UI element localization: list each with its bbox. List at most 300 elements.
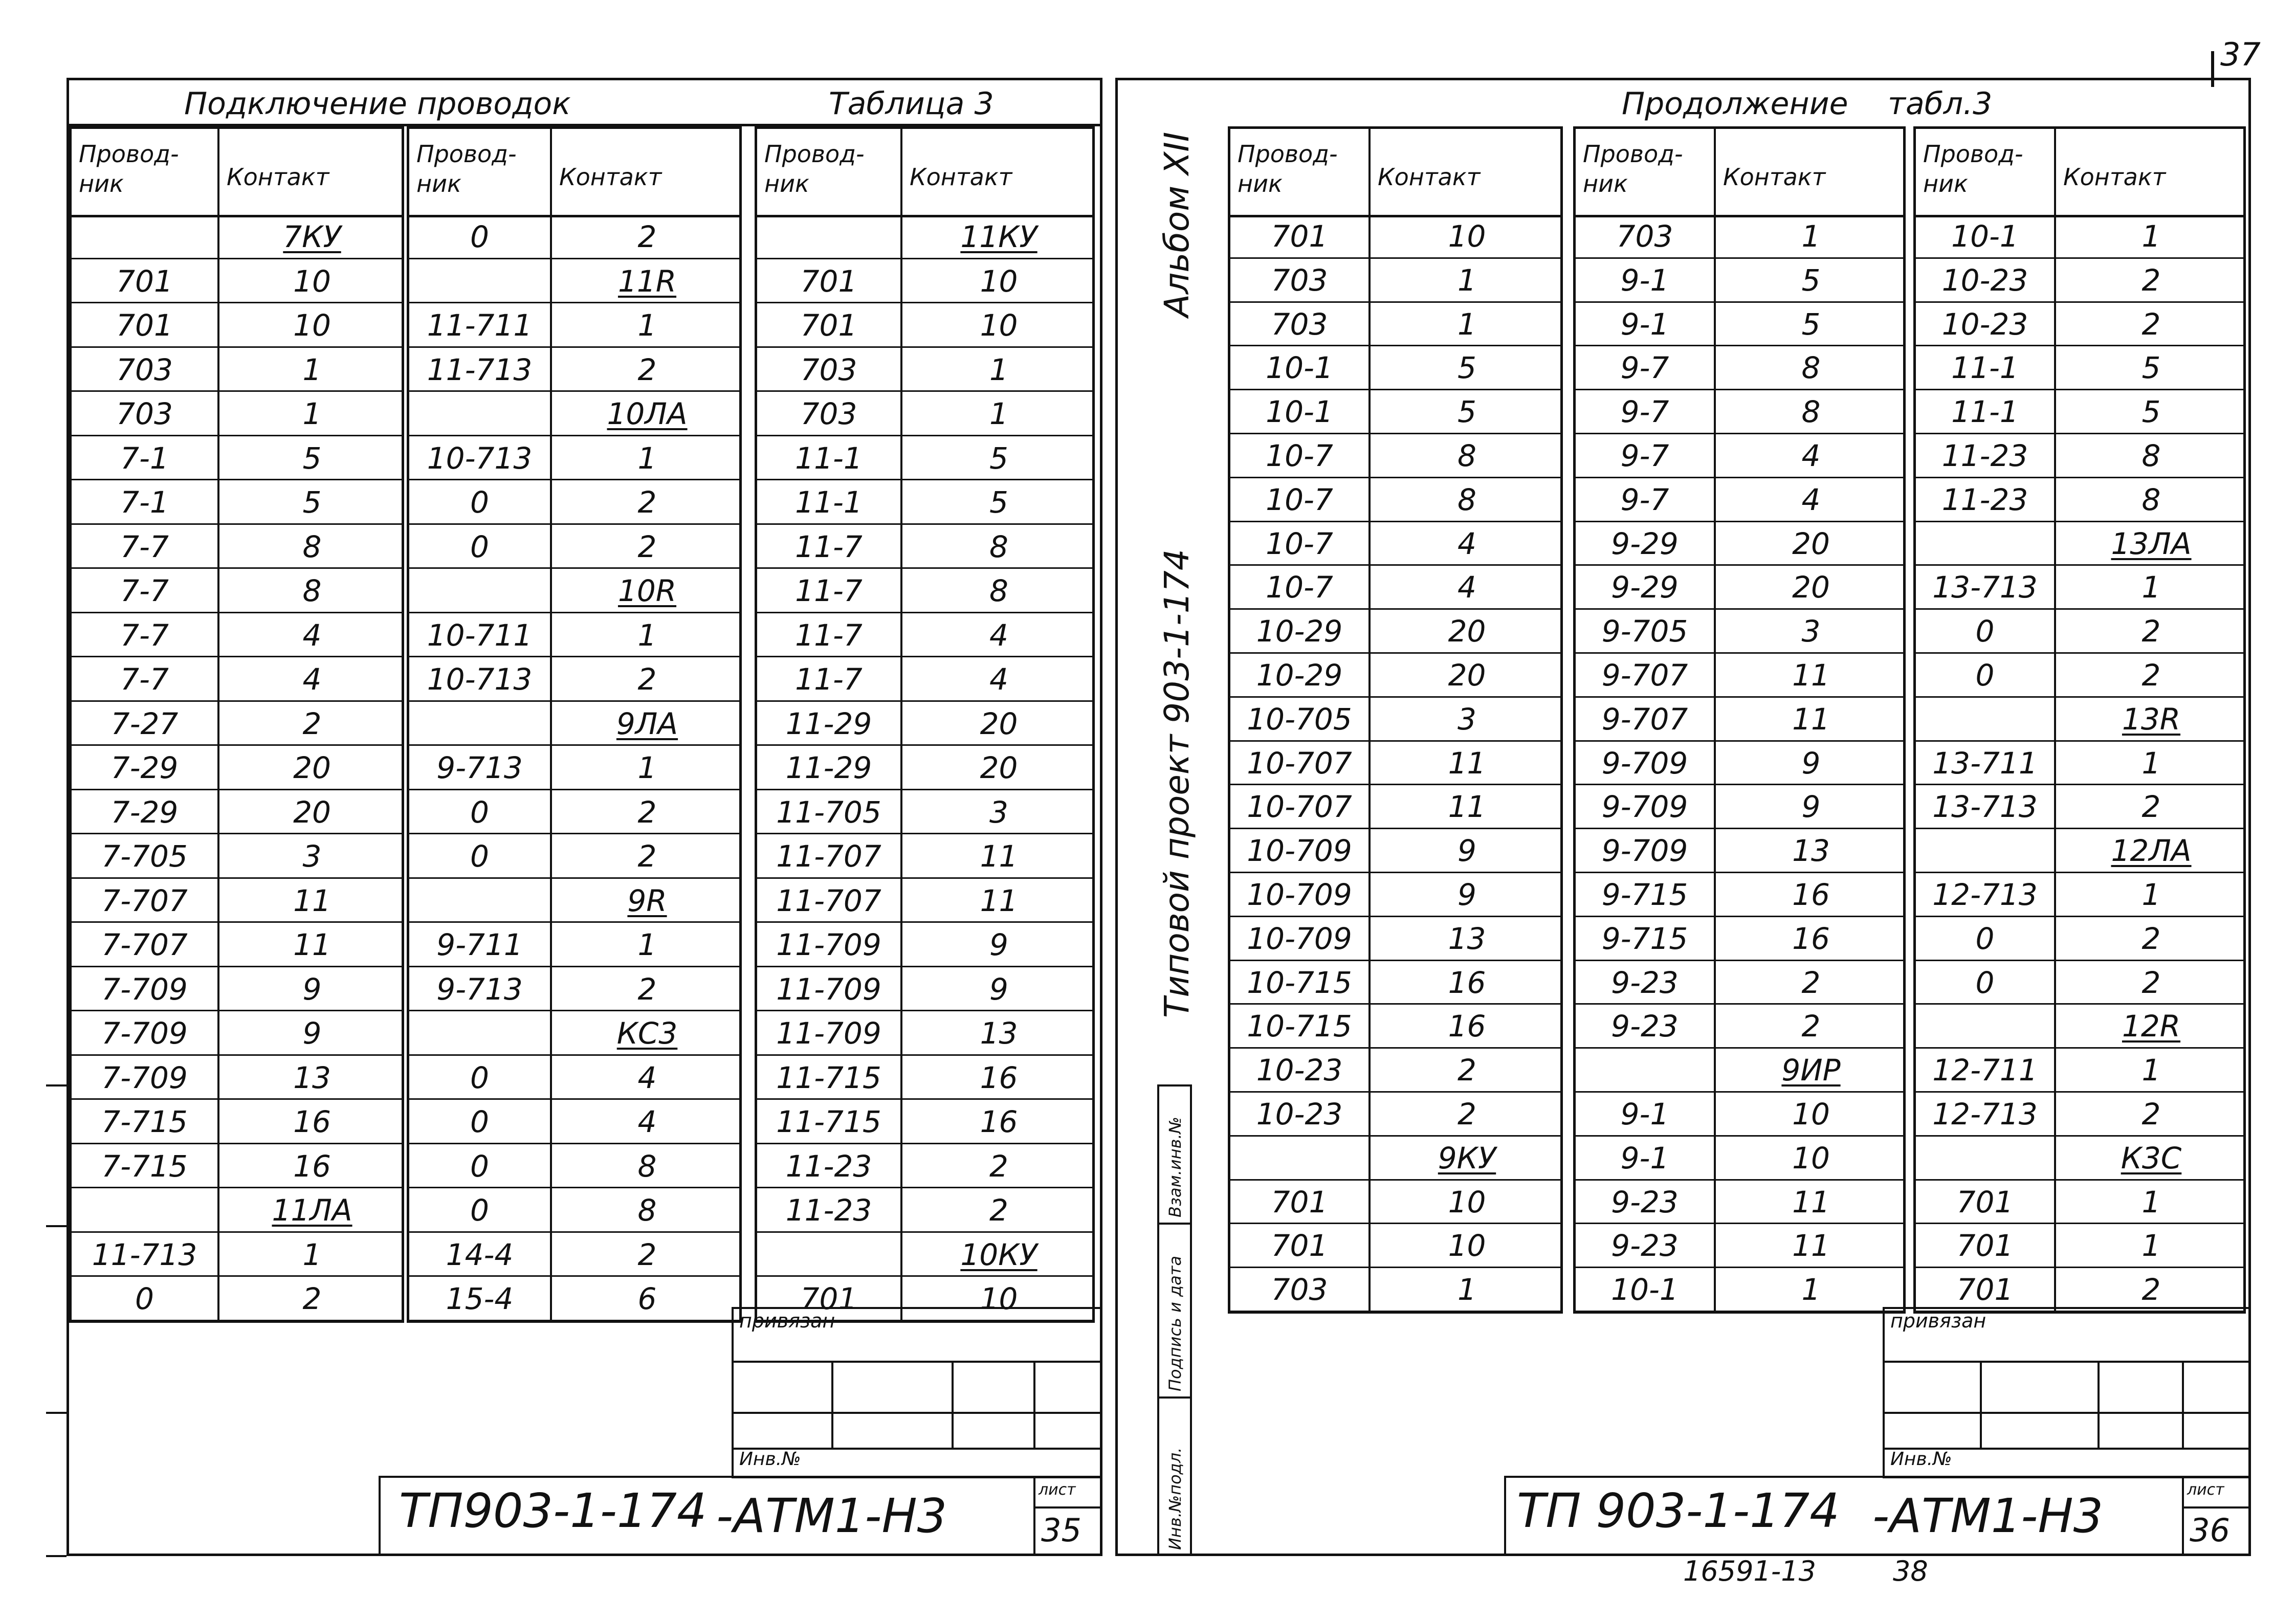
table-row — [1916, 1137, 2243, 1181]
right-sheet-label: лист — [2187, 1481, 2224, 1499]
table-row — [1230, 1049, 1560, 1093]
contact-cell: 2 — [1458, 1097, 1476, 1132]
contact-cell: 1 — [2142, 1228, 2161, 1263]
contact-cell: 16 — [1792, 877, 1830, 912]
contact-cell: 3 — [1458, 701, 1476, 737]
table-header — [757, 129, 1092, 217]
table-row — [1916, 917, 2243, 961]
contact-cell: 2 — [2142, 1272, 2161, 1307]
wire-cell: 10-715 — [1247, 1009, 1352, 1044]
table-header — [72, 129, 402, 217]
wire-cell: 9-709 — [1601, 789, 1688, 825]
left-sheet-number: 35 — [1041, 1512, 1081, 1549]
contact-cell: 11 — [1792, 701, 1830, 737]
table-row — [1916, 654, 2243, 698]
device-heading-cell: 7КУ — [283, 219, 341, 254]
wire-cell: 703 — [1271, 306, 1328, 342]
table-row — [409, 348, 739, 392]
contact-cell: 13 — [1792, 833, 1830, 869]
table-row — [1230, 434, 1560, 478]
contact-cell: 6 — [637, 1281, 657, 1316]
wire-cell: 701 — [1271, 219, 1328, 254]
table-row — [757, 215, 1092, 259]
wire-cell: 10-29 — [1256, 658, 1343, 693]
table-row — [757, 259, 1092, 304]
table-row — [1576, 215, 1903, 259]
contact-cell: 1 — [302, 1237, 322, 1272]
contact-cell: 13 — [980, 1016, 1018, 1051]
contact-cell: 13 — [293, 1060, 331, 1095]
table-row — [72, 967, 402, 1012]
contact-cell: 11 — [980, 839, 1018, 874]
table-row — [1576, 829, 1903, 873]
table-row — [409, 303, 739, 348]
left-connection-table-2 — [407, 126, 742, 1323]
left-connection-table-3 — [755, 126, 1095, 1323]
left-inventory-label: Инв.№ — [739, 1449, 801, 1470]
right-binding-rule — [1883, 1361, 2251, 1363]
contact-cell: 11 — [1792, 1184, 1830, 1219]
contact-cell: 9 — [1458, 833, 1476, 869]
wire-cell: 11-713 — [427, 352, 533, 387]
table-row — [1916, 259, 2243, 303]
contact-cell: 2 — [302, 1281, 322, 1316]
table-row — [757, 1011, 1092, 1056]
contact-cell: 2 — [2142, 262, 2161, 298]
contact-cell: 11 — [293, 927, 331, 962]
table-row — [757, 1233, 1092, 1277]
table-row — [1230, 215, 1560, 259]
wire-cell: 13-711 — [1932, 745, 2038, 781]
table-row — [1576, 522, 1903, 566]
right-table-title: Продолжение — [1622, 86, 1848, 122]
table-row — [72, 303, 402, 348]
contact-cell: 20 — [980, 706, 1018, 741]
table-header — [409, 129, 739, 217]
wire-cell: 11-1 — [795, 440, 863, 476]
contact-cell: 16 — [293, 1148, 331, 1184]
wire-cell: 10-7 — [1266, 526, 1333, 561]
contact-cell: 9 — [1801, 745, 1821, 781]
device-heading-cell: 13R — [2122, 701, 2181, 737]
contact-cell: 10 — [980, 263, 1018, 299]
table-row — [1230, 1005, 1560, 1049]
contact-cell: 10 — [1792, 1140, 1830, 1176]
table-row — [1576, 566, 1903, 610]
wire-cell: 9-1 — [1620, 1140, 1669, 1176]
approval-stamp-divider — [1157, 1396, 1192, 1399]
table-row — [72, 1277, 402, 1321]
wire-cell: 701 — [800, 263, 857, 299]
wire-cell: 9-705 — [1601, 614, 1688, 649]
contact-cell: 2 — [302, 706, 322, 741]
wire-cell: 0 — [1975, 658, 1995, 693]
table-row — [1916, 215, 2243, 259]
wire-cell: 9-29 — [1611, 526, 1679, 561]
device-heading-cell: К3С — [2121, 1140, 2182, 1176]
contact-cell: 10 — [1448, 1184, 1486, 1219]
table-row — [757, 923, 1092, 967]
contact-cell: 10 — [980, 308, 1018, 343]
device-heading-cell: 13ЛА — [2111, 526, 2192, 561]
contact-cell: 4 — [989, 662, 1008, 697]
table-row — [72, 1233, 402, 1277]
contact-cell: 5 — [2142, 394, 2161, 430]
contact-cell: 2 — [637, 839, 657, 874]
stamp-label-signature: Подпись и дата — [1165, 1255, 1185, 1391]
table-row — [409, 480, 739, 525]
table-row — [409, 1011, 739, 1056]
project-label: Типовой проект 903-1-174 — [1157, 549, 1197, 1018]
archive-page: 38 — [1893, 1555, 1928, 1587]
table-row — [409, 215, 739, 259]
contact-cell: 1 — [989, 396, 1008, 431]
table-row — [757, 879, 1092, 923]
wire-cell: 0 — [470, 219, 489, 254]
left-sheet-no-divider — [1033, 1476, 1035, 1556]
contact-cell: 8 — [989, 529, 1008, 564]
wire-cell: 0 — [470, 529, 489, 564]
contact-cell: 11 — [1792, 1228, 1830, 1263]
wire-cell: 0 — [470, 1060, 489, 1095]
wire-cell: 10-715 — [1247, 965, 1352, 1000]
table-row — [72, 1188, 402, 1233]
table-row — [72, 657, 402, 702]
table-row — [409, 613, 739, 658]
wire-cell: 701 — [1271, 1184, 1328, 1219]
wire-cell: 10-707 — [1247, 745, 1352, 781]
column-header-contact: Контакт — [910, 163, 1012, 191]
table-row — [757, 436, 1092, 481]
contact-cell: 13 — [1448, 921, 1486, 956]
wire-cell: 13-713 — [1932, 570, 2038, 605]
table-row — [1916, 1005, 2243, 1049]
wire-cell: 7-7 — [120, 662, 169, 697]
right-document-suffix: -АТМ1-Н3 — [1872, 1489, 2104, 1543]
contact-cell: 9 — [989, 927, 1008, 962]
contact-cell: 3 — [302, 839, 322, 874]
contact-cell: 1 — [302, 352, 322, 387]
contact-cell: 16 — [1448, 965, 1486, 1000]
wire-cell: 7-715 — [101, 1104, 188, 1139]
table-row — [72, 1100, 402, 1144]
contact-cell: 2 — [637, 352, 657, 387]
contact-cell: 8 — [1458, 482, 1476, 517]
wire-cell: 10-713 — [427, 662, 533, 697]
contact-cell: 1 — [1801, 1272, 1821, 1307]
table-row — [1576, 303, 1903, 347]
table-row — [1916, 390, 2243, 434]
table-row — [1916, 346, 2243, 390]
table-row — [757, 790, 1092, 835]
wire-cell: 11-711 — [427, 308, 533, 343]
contact-cell: 11 — [1448, 745, 1486, 781]
table-row — [1576, 478, 1903, 522]
left-binding-divider — [952, 1361, 954, 1448]
table-row — [1576, 654, 1903, 698]
table-row — [1576, 1224, 1903, 1268]
contact-cell: 10 — [1792, 1097, 1830, 1132]
left-connection-table-1 — [69, 126, 404, 1323]
left-table-title: Подключение проводок — [184, 86, 571, 122]
wire-cell: 703 — [1271, 262, 1328, 298]
table-row — [1230, 1224, 1560, 1268]
contact-cell: 8 — [1801, 394, 1821, 430]
wire-cell: 9-1 — [1620, 306, 1669, 342]
right-binding-label: привязан — [1890, 1310, 1986, 1332]
table-row — [72, 1144, 402, 1189]
table-row — [72, 480, 402, 525]
table-row — [72, 348, 402, 392]
contact-cell: 5 — [1458, 394, 1476, 430]
contact-cell: 9 — [302, 1016, 322, 1051]
wire-cell: 0 — [470, 839, 489, 874]
table-row — [409, 436, 739, 481]
table-row — [757, 746, 1092, 790]
contact-cell: 5 — [2142, 350, 2161, 386]
wire-cell: 11-23 — [1941, 438, 2028, 473]
table-row — [1230, 873, 1560, 917]
table-row — [1230, 1181, 1560, 1225]
contact-cell: 10 — [1448, 1228, 1486, 1263]
wire-cell: 11-707 — [776, 883, 881, 918]
table-row — [1230, 390, 1560, 434]
table-row — [1916, 1224, 2243, 1268]
column-header-wire: Провод- ник — [1583, 140, 1683, 197]
left-binding-divider — [1033, 1361, 1035, 1448]
contact-cell: 5 — [1458, 350, 1476, 386]
table-row — [72, 525, 402, 569]
contact-cell: 2 — [637, 219, 657, 254]
right-inventory-label: Инв.№ — [1890, 1449, 1952, 1470]
wire-cell: 701 — [116, 308, 173, 343]
table-row — [1230, 522, 1560, 566]
wire-cell: 11-715 — [776, 1060, 881, 1095]
wire-cell: 0 — [470, 1104, 489, 1139]
contact-cell: 10 — [293, 308, 331, 343]
wire-cell: 11-7 — [795, 662, 863, 697]
table-row — [409, 923, 739, 967]
table-row — [72, 834, 402, 879]
wire-cell: 10-29 — [1256, 614, 1343, 649]
wire-cell: 9-7 — [1620, 394, 1669, 430]
table-row — [757, 834, 1092, 879]
wire-cell: 11-1 — [795, 485, 863, 520]
wire-cell: 701 — [800, 308, 857, 343]
contact-cell: 3 — [1801, 614, 1821, 649]
margin-tick — [46, 1225, 67, 1227]
column-header-contact: Контакт — [1723, 163, 1826, 191]
contact-cell: 5 — [989, 485, 1008, 520]
table-row — [1576, 785, 1903, 829]
table-row — [409, 879, 739, 923]
wire-cell: 11-709 — [776, 1016, 881, 1051]
wire-cell: 9-7 — [1620, 438, 1669, 473]
contact-cell: 8 — [637, 1148, 657, 1184]
table-row — [757, 1056, 1092, 1100]
contact-cell: 2 — [989, 1148, 1008, 1184]
wire-cell: 9-709 — [1601, 833, 1688, 869]
wire-cell: 7-7 — [120, 573, 169, 608]
right-binding-divider — [2182, 1361, 2184, 1448]
wire-cell: 0 — [135, 1281, 154, 1316]
wire-cell: 10-7 — [1266, 438, 1333, 473]
device-heading-cell: 9ЛА — [616, 706, 678, 741]
wire-cell: 0 — [470, 794, 489, 830]
table-row — [1576, 259, 1903, 303]
table-row — [757, 1144, 1092, 1189]
wire-cell: 703 — [116, 352, 173, 387]
wire-cell: 11-29 — [785, 750, 872, 785]
wire-cell: 701 — [1271, 1228, 1328, 1263]
wire-cell: 7-707 — [101, 927, 188, 962]
contact-cell: 2 — [1801, 965, 1821, 1000]
wire-cell: 14-4 — [446, 1237, 514, 1272]
contact-cell: 2 — [637, 971, 657, 1007]
device-heading-cell: 12ЛА — [2111, 833, 2192, 869]
wire-cell: 11-29 — [785, 706, 872, 741]
left-sheet-label: лист — [1039, 1481, 1076, 1499]
wire-cell: 11-705 — [776, 794, 881, 830]
table-row — [1576, 1093, 1903, 1137]
wire-cell: 7-709 — [101, 971, 188, 1007]
wire-cell: 10-1 — [1266, 394, 1333, 430]
table-row — [1916, 1093, 2243, 1137]
table-row — [72, 746, 402, 790]
contact-cell: 8 — [637, 1193, 657, 1228]
table-row — [1230, 742, 1560, 786]
wire-cell: 11-7 — [795, 573, 863, 608]
contact-cell: 10 — [1448, 219, 1486, 254]
contact-cell: 9 — [989, 971, 1008, 1007]
contact-cell: 8 — [302, 529, 322, 564]
device-heading-cell: 11R — [617, 263, 677, 299]
wire-cell: 9-7 — [1620, 350, 1669, 386]
wire-cell: 11-23 — [785, 1193, 872, 1228]
wire-cell: 11-1 — [1951, 394, 2019, 430]
table-header — [1916, 129, 2243, 217]
table-row — [1916, 434, 2243, 478]
table-row — [1916, 742, 2243, 786]
right-document-code: ТП 903-1-174 — [1517, 1483, 1840, 1538]
table-row — [1576, 742, 1903, 786]
device-heading-cell: 12R — [2122, 1009, 2181, 1044]
wire-cell: 13-713 — [1932, 789, 2038, 825]
contact-cell: 4 — [302, 617, 322, 653]
contact-cell: 5 — [1801, 262, 1821, 298]
column-header-contact: Контакт — [559, 163, 662, 191]
right-binding-divider — [2098, 1361, 2100, 1448]
wire-cell: 9-23 — [1611, 1228, 1679, 1263]
table-row — [1576, 1181, 1903, 1225]
contact-cell: 2 — [637, 1237, 657, 1272]
table-row — [1576, 1005, 1903, 1049]
table-row — [1230, 610, 1560, 654]
table-row — [1230, 829, 1560, 873]
wire-cell: 11-707 — [776, 839, 881, 874]
right-table-label: табл.3 — [1888, 86, 1993, 122]
contact-cell: 3 — [989, 794, 1008, 830]
table-row — [1576, 698, 1903, 742]
contact-cell: 2 — [2142, 1097, 2161, 1132]
table-row — [72, 436, 402, 481]
right-connection-table-2 — [1573, 126, 1906, 1314]
contact-cell: 11 — [980, 883, 1018, 918]
contact-cell: 1 — [1458, 1272, 1476, 1307]
wire-cell: 10-23 — [1941, 306, 2028, 342]
contact-cell: 1 — [2142, 570, 2161, 605]
contact-cell: 16 — [1792, 921, 1830, 956]
column-header-wire: Провод- ник — [79, 140, 179, 197]
contact-cell: 1 — [637, 308, 657, 343]
contact-cell: 5 — [302, 485, 322, 520]
wire-cell: 9-1 — [1620, 1097, 1669, 1132]
table-row — [1230, 1137, 1560, 1181]
wire-cell: 701 — [1956, 1228, 2014, 1263]
wire-cell: 10-709 — [1247, 833, 1352, 869]
wire-cell: 11-715 — [776, 1104, 881, 1139]
wire-cell: 9-1 — [1620, 262, 1669, 298]
contact-cell: 20 — [293, 794, 331, 830]
contact-cell: 2 — [637, 485, 657, 520]
right-connection-table-3 — [1913, 126, 2246, 1314]
contact-cell: 4 — [989, 617, 1008, 653]
table-row — [1230, 698, 1560, 742]
table-row — [1576, 1049, 1903, 1093]
wire-cell: 10-1 — [1951, 219, 2019, 254]
table-row — [1576, 346, 1903, 390]
table-row — [757, 657, 1092, 702]
table-row — [1916, 1181, 2243, 1225]
contact-cell: 4 — [1801, 438, 1821, 473]
contact-cell: 1 — [989, 352, 1008, 387]
wire-cell: 10-713 — [427, 440, 533, 476]
table-row — [1230, 917, 1560, 961]
table-row — [409, 569, 739, 613]
table-row — [1576, 1137, 1903, 1181]
contact-cell: 4 — [302, 662, 322, 697]
wire-cell: 703 — [116, 396, 173, 431]
table-header — [1576, 129, 1903, 217]
wire-cell: 10-709 — [1247, 921, 1352, 956]
table-row — [72, 790, 402, 835]
contact-cell: 1 — [1801, 219, 1821, 254]
contact-cell: 20 — [1448, 658, 1486, 693]
table-row — [1230, 346, 1560, 390]
wire-cell: 0 — [1975, 614, 1995, 649]
contact-cell: 10 — [293, 263, 331, 299]
wire-cell: 12-713 — [1932, 1097, 2038, 1132]
contact-cell: 11 — [293, 883, 331, 918]
table-row — [409, 1233, 739, 1277]
margin-tick — [46, 1084, 67, 1086]
margin-tick — [46, 1412, 67, 1414]
contact-cell: 20 — [1792, 526, 1830, 561]
wire-cell: 0 — [470, 1193, 489, 1228]
wire-cell: 9-29 — [1611, 570, 1679, 605]
contact-cell: 1 — [2142, 1053, 2161, 1088]
table-row — [1576, 873, 1903, 917]
contact-cell: 16 — [1448, 1009, 1486, 1044]
contact-cell: 16 — [293, 1104, 331, 1139]
wire-cell: 10-23 — [1256, 1097, 1343, 1132]
table-row — [757, 1188, 1092, 1233]
table-row — [72, 259, 402, 304]
table-row — [1916, 785, 2243, 829]
margin-tick — [46, 1555, 67, 1557]
wire-cell: 10-7 — [1266, 482, 1333, 517]
table-row — [757, 613, 1092, 658]
